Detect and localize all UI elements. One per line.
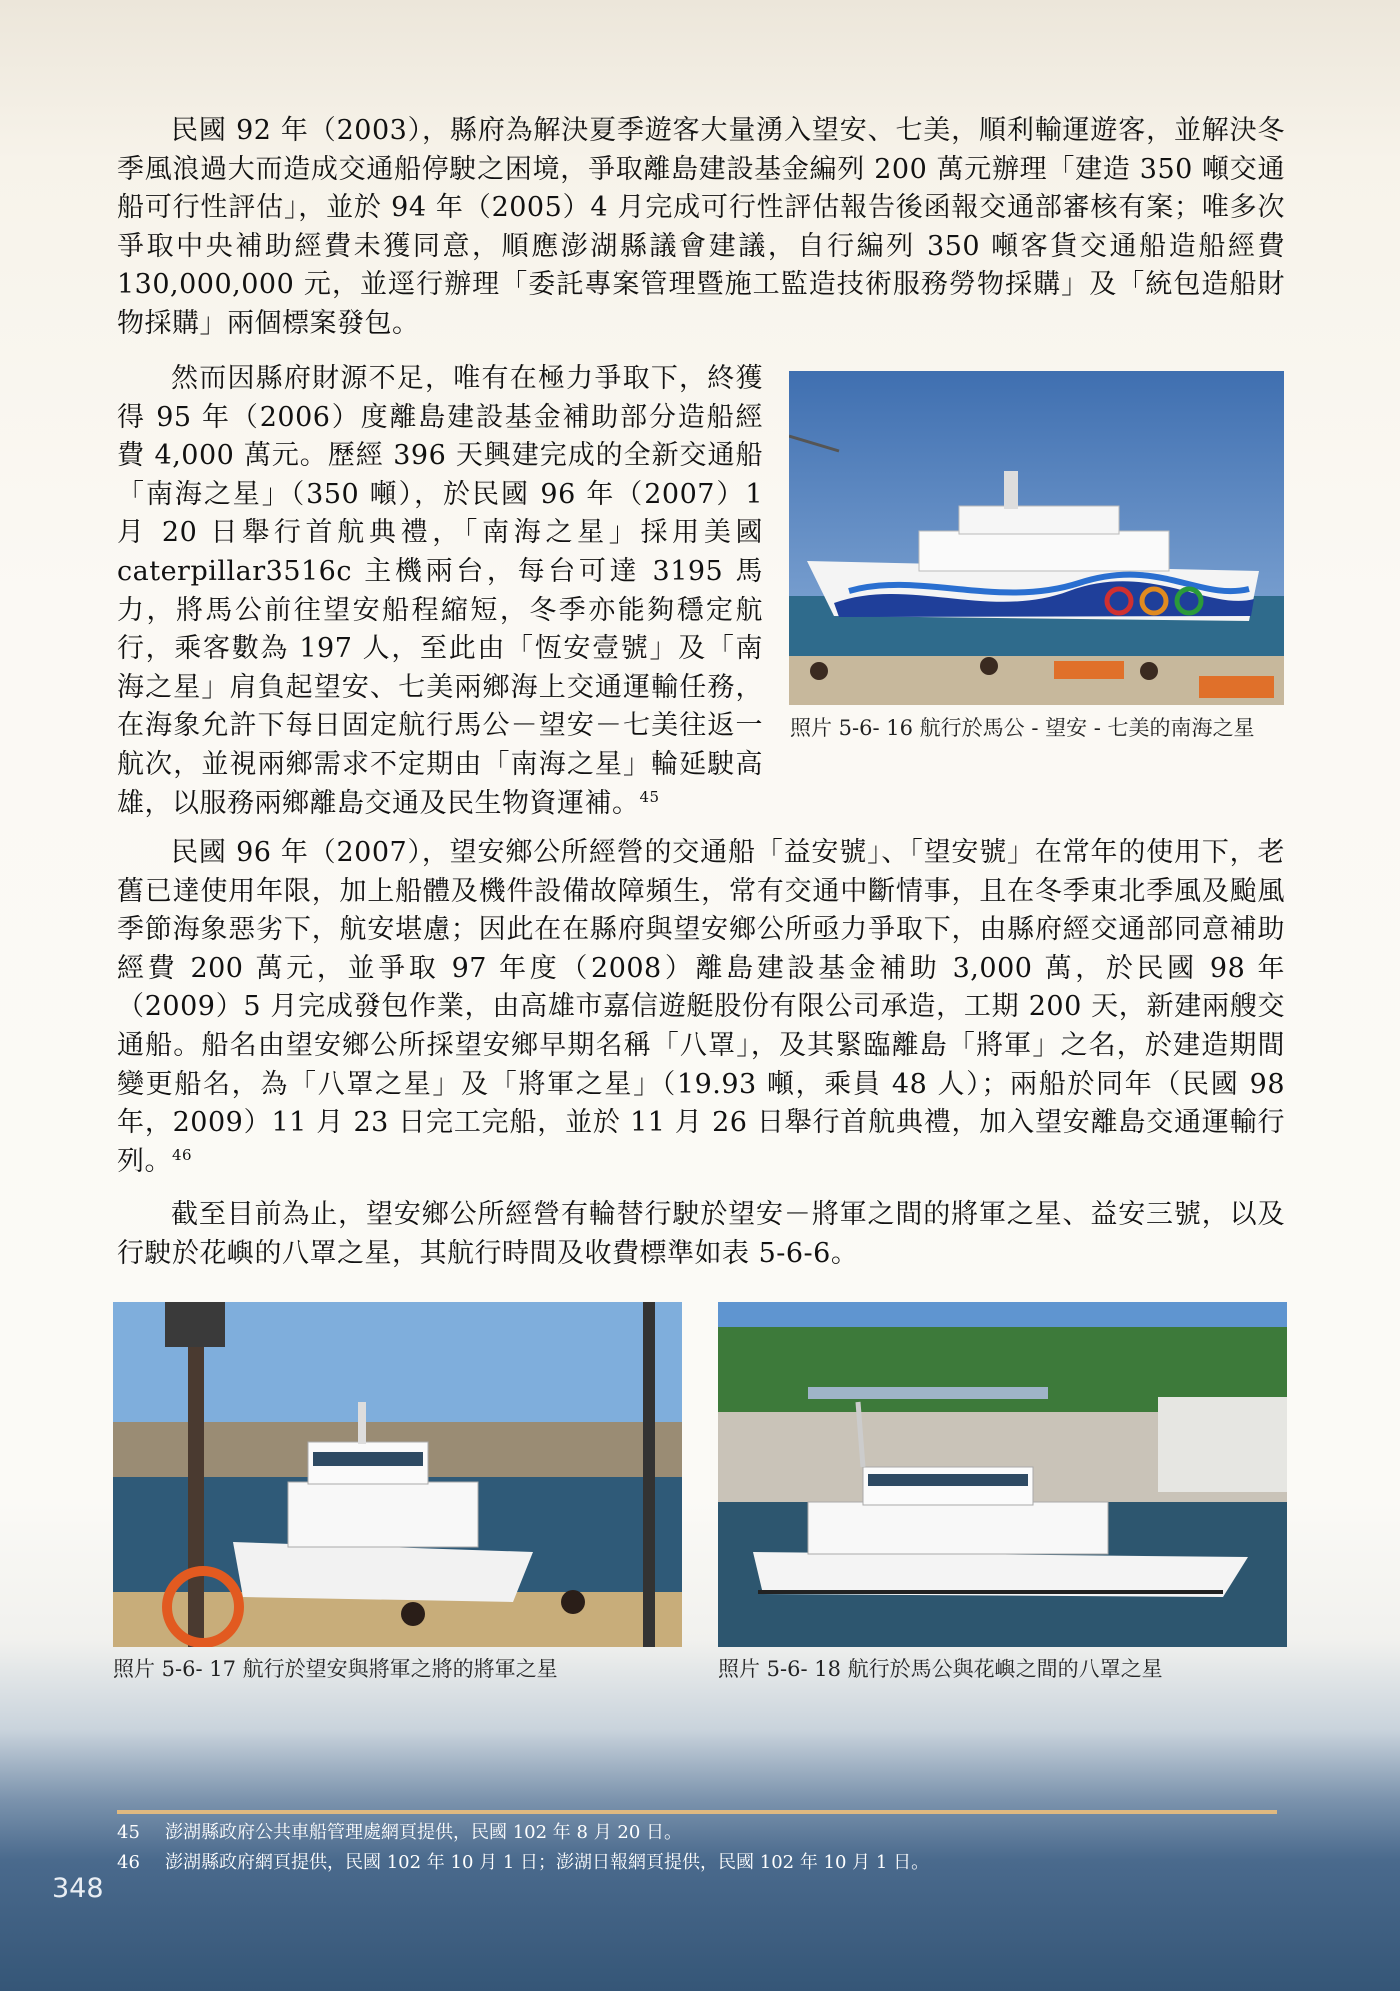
- paragraph-2: 然而因縣府財源不足，唯有在極力爭取下，終獲得 95 年（2006）度離島建設基金補助部分造船經費 4,000 萬元。歷經 396 天興建完成的全新交通船「南海之星」（350 噸），於民國 96 年（2007）1 月 20 日舉行首航典禮，「南海之星」採用美國 caterpillar3516c 主機兩台，每台可達 3195 馬力，將馬公前往望安船程縮短，冬季亦能夠穩定航行，乘客數為 197 人，至此由「恆安壹號」及「南海之星」肩負起望安、七美兩鄉海上交通運輸任務，在海象允許下每日固定航行馬公－望安－七美往返一航次，並視兩鄉需求不定期由「南海之星」輪延駛高雄，以服務兩鄉離島交通及民生物資運補。$^{45}$: [117, 363, 763, 819]
- caption-photo-17: 照片 5-6- 17 航行於望安與將軍之將的將軍之星: [113, 1657, 558, 1681]
- photo-bazhao-star: [718, 1302, 1287, 1647]
- footnote-ref-45[interactable]: 45: [639, 787, 660, 806]
- footnote-45: 45 澎湖縣政府公共車船管理處網頁提供，民國 102 年 8 月 20 日。: [117, 1822, 683, 1843]
- footnote-divider: [117, 1810, 1277, 1814]
- page-number: 348: [52, 1873, 104, 1904]
- paragraph-1: 民國 92 年（2003），縣府為解決夏季遊客大量湧入望安、七美，順利輸運遊客，並解決冬季風浪過大而造成交通船停駛之困境，爭取離島建設基金編列 200 萬元辦理「建造 350 噸交通船可行性評估」，並於 94 年（2005）4 月完成可行性評估報告後函報交通部審核有案；唯多次爭取中央補助經費未獲同意，順應澎湖縣議會建議，自行編列 350 噸客貨交通船造船經費 130,000,000 元，並逕行辦理「委託專案管理暨施工監造技術服務勞物採購」及「統包造船財物採購」兩個標案發包。: [117, 115, 1285, 339]
- footnote-ref-46[interactable]: 46: [172, 1145, 193, 1164]
- photo-nanhai-star: [789, 371, 1284, 705]
- paragraph-3: 民國 96 年（2007），望安鄉公所經營的交通船「益安號」、「望安號」在常年的使用下，老舊已達使用年限，加上船體及機件設備故障頻生，常有交通中斷情事，且在冬季東北季風及颱風季節海象惡劣下，航安堪慮；因此在在縣府與望安鄉公所亟力爭取下，由縣府經交通部同意補助經費 200 萬元，並爭取 97 年度（2008）離島建設基金補助 3,000 萬，於民國 98 年（2009）5 月完成發包作業，由高雄市嘉信遊艇股份有限公司承造，工期 200 天，新建兩艘交通船。船名由望安鄉公所採望安鄉早期名稱「八罩」，及其緊臨離島「將軍」之名，於建造期間變更船名，為「八罩之星」及「將軍之星」（19.93 噸，乘員 48 人）；兩船於同年（民國 98 年，2009）11 月 23 日完工完船，並於 11 月 26 日舉行首航典禮，加入望安離島交通運輸行列。$^{46}$: [117, 837, 1285, 1177]
- paragraph-4: 截至目前為止，望安鄉公所經營有輪替行駛於望安－將軍之間的將軍之星、益安三號，以及行駛於花嶼的八罩之星，其航行時間及收費標準如表 5-6-6。: [117, 1199, 1285, 1269]
- caption-photo-18: 照片 5-6- 18 航行於馬公與花嶼之間的八罩之星: [718, 1657, 1163, 1681]
- photo-general-star: [113, 1302, 682, 1647]
- caption-photo-16: 照片 5-6- 16 航行於馬公 - 望安 - 七美的南海之星: [790, 716, 1255, 740]
- footnote-46: 46 澎湖縣政府網頁提供，民國 102 年 10 月 1 日；澎湖日報網頁提供，民國 102 年 10 月 1 日。: [117, 1852, 930, 1873]
